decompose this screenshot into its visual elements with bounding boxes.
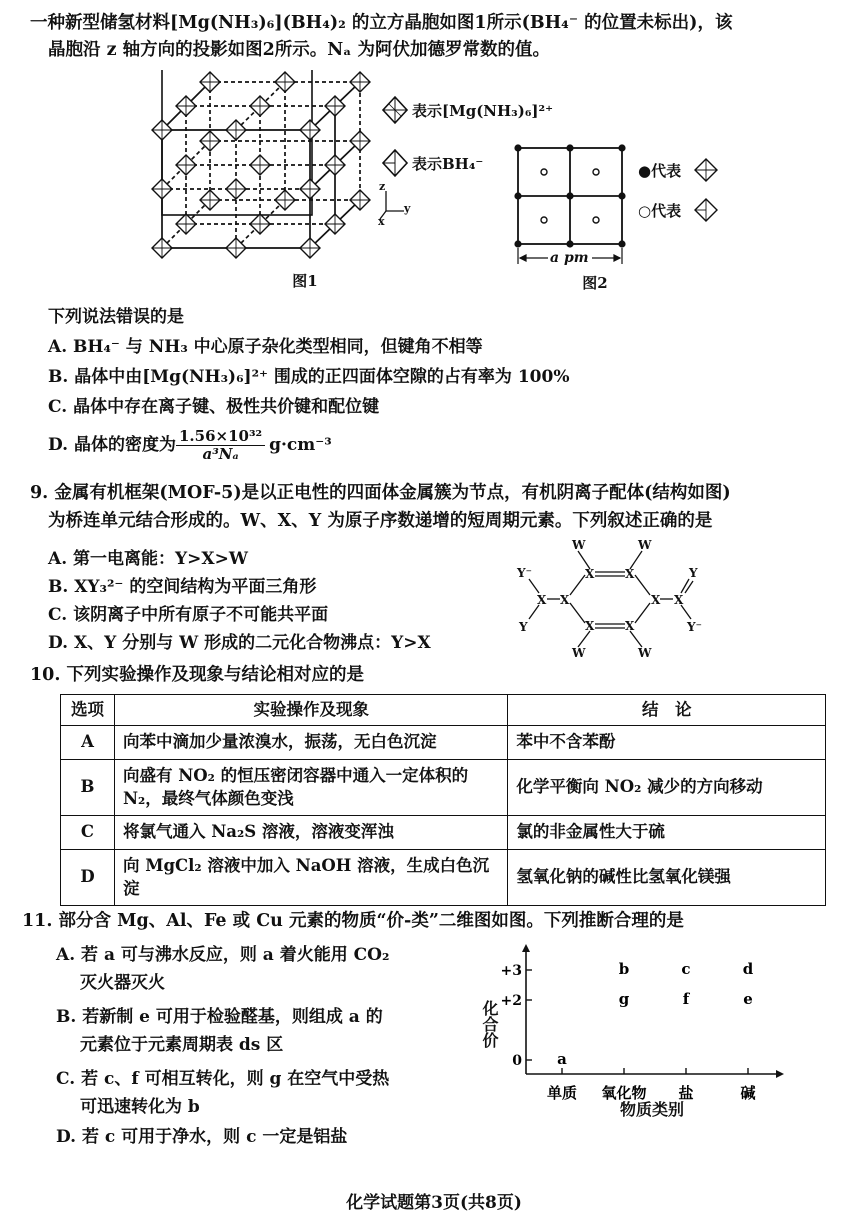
table-cell: 氯的非金属性大于硫 xyxy=(508,815,826,849)
table-cell: B xyxy=(61,759,115,815)
chart-y-tick-label: 0 xyxy=(512,1053,522,1069)
table-header-row xyxy=(61,695,826,726)
table-cell: 化学平衡向 NO₂ 减少的方向移动 xyxy=(508,759,826,815)
struct-x2: X xyxy=(625,567,635,581)
legend-bh4-label: 表示BH₄⁻ xyxy=(412,155,484,173)
fig1-caption: 图1 xyxy=(292,272,318,290)
q8-stem-line2: 晶胞沿 z 轴方向的投影如图2所示。Nₐ 为阿伏加德罗常数的值。 xyxy=(48,40,551,60)
axis-x-label: x xyxy=(378,215,385,228)
q8-option-d xyxy=(48,428,332,462)
table-cell: D xyxy=(61,849,115,905)
chart-y-arrow-icon xyxy=(522,944,530,952)
chart-point-label: a xyxy=(557,1050,567,1068)
q9-option-a: A. 第一电离能：Y>X>W xyxy=(48,549,248,569)
table-row xyxy=(61,725,826,759)
table-header: 实验操作及现象 xyxy=(114,695,507,726)
chart-point-label: b xyxy=(618,960,630,978)
axis-y-label: y xyxy=(404,202,411,215)
struct-x-right: X xyxy=(674,593,684,607)
axis-z-label: z xyxy=(379,180,386,193)
struct-ym-top-left: Y⁻ xyxy=(517,566,532,580)
q9-option-b: B. XY₃²⁻ 的空间结构为平面三角形 xyxy=(48,577,317,597)
fig2-legend-octahedron-icon xyxy=(693,157,719,183)
legend-bh4-tetrahedron-icon xyxy=(380,148,410,178)
table-row xyxy=(61,815,826,849)
q11-option-c-line2: 可迅速转化为 b xyxy=(80,1097,200,1117)
table-cell: C xyxy=(61,815,115,849)
density-numerator: 1.56×10³² xyxy=(176,428,265,446)
struct-y-top-right: Y xyxy=(689,566,698,580)
struct-w-top-left: W xyxy=(572,538,586,552)
chart-x-tick-label: 碱 xyxy=(740,1084,756,1102)
q11-option-b-line1: B. 若新制 e 可用于检验醛基，则组成 a 的 xyxy=(56,1007,383,1027)
q9-option-c: C. 该阴离子中所有原子不可能共平面 xyxy=(48,605,329,625)
struct-y-bottom-left: Y xyxy=(519,620,528,634)
chart-x-arrow-icon xyxy=(776,1070,784,1078)
table-row xyxy=(61,849,826,905)
fig2-dim-label: a pm xyxy=(550,250,589,266)
fig2-legend-filled: ●代表 xyxy=(638,162,682,180)
chart-x-label: 物质类别 xyxy=(620,1100,685,1119)
chart-y-tick-label: +3 xyxy=(500,963,522,979)
chart-y-label: 化合价 xyxy=(480,1000,499,1048)
q11-stem: 11. 部分含 Mg、Al、Fe 或 Cu 元素的物质“价-类”二维图如图。下列推断合理的是 xyxy=(22,911,684,931)
density-fraction xyxy=(176,428,265,462)
q9-anion-structure xyxy=(515,535,715,660)
octahedron-icon xyxy=(250,155,270,175)
legend-mg-label: 表示[Mg(NH₃)₆]²⁺ xyxy=(412,102,553,120)
chart-point-label: f xyxy=(682,990,690,1008)
density-unit: g·cm⁻³ xyxy=(269,434,332,455)
q9-option-d: D. X、Y 分别与 W 形成的二元化合物沸点：Y>X xyxy=(48,633,431,653)
chart-y-tick-label: +2 xyxy=(500,993,522,1009)
chart-point-label: d xyxy=(742,960,754,978)
chart-x-tick-label: 盐 xyxy=(678,1084,694,1102)
table-cell: A xyxy=(61,725,115,759)
q9-stem-line1: 9. 金属有机框架(MOF-5)是以正电性的四面体金属簇为节点，有机阴离子配体(结构如图) xyxy=(30,483,731,503)
q8-option-c: C. 晶体中存在离子键、极性共价键和配位键 xyxy=(48,397,380,417)
table-header: 结 论 xyxy=(508,695,826,726)
struct-w-top-right: W xyxy=(638,538,652,552)
figure-1-cube xyxy=(150,70,385,280)
struct-x4: X xyxy=(651,593,661,607)
table-header: 选项 xyxy=(61,695,115,726)
struct-x5: X xyxy=(585,619,595,633)
q10-stem: 10. 下列实验操作及现象与结论相对应的是 xyxy=(30,665,365,685)
chart-point-label: c xyxy=(681,960,691,978)
table-row xyxy=(61,759,826,815)
chart-x-tick-label: 氧化物 xyxy=(601,1084,647,1102)
q9-stem-line2: 为桥连单元结合形成的。W、X、Y 为原子序数递增的短周期元素。下列叙述正确的是 xyxy=(48,511,713,531)
legend-mg-octahedron-icon xyxy=(380,95,410,125)
q10-table xyxy=(60,694,826,906)
q8-question: 下列说法错误的是 xyxy=(48,307,184,327)
q11-option-b-line2: 元素位于元素周期表 ds 区 xyxy=(80,1035,284,1055)
q8-option-b: B. 晶体中由[Mg(NH₃)₆]²⁺ 围成的正四面体空隙的占有率为 100% xyxy=(48,367,570,387)
struct-w-bottom-left: W xyxy=(572,646,586,660)
struct-ym-bottom-right: Y⁻ xyxy=(687,620,702,634)
q11-option-d: D. 若 c 可用于净水，则 c 一定是铝盐 xyxy=(56,1127,348,1147)
page-footer: 化学试题第3页(共8页) xyxy=(346,1193,522,1213)
fig2-caption: 图2 xyxy=(582,274,608,292)
struct-w-bottom-right: W xyxy=(638,646,652,660)
table-cell: 氢氧化钠的碱性比氢氧化镁强 xyxy=(508,849,826,905)
q11-option-a-line1: A. 若 a 可与沸水反应，则 a 着火能用 CO₂ xyxy=(56,945,390,965)
struct-x3: X xyxy=(560,593,570,607)
table-cell: 将氯气通入 Na₂S 溶液，溶液变浑浊 xyxy=(114,815,507,849)
q8-option-d-prefix: D. 晶体的密度为 xyxy=(48,434,176,455)
fig2-legend-tetrahedron-icon xyxy=(693,197,719,223)
chart-point-label: e xyxy=(743,990,753,1008)
density-denominator: a³Nₐ xyxy=(202,444,239,463)
struct-x1: X xyxy=(585,567,595,581)
octahedron-icon xyxy=(226,179,246,199)
octahedra-group xyxy=(152,72,370,258)
q8-option-a: A. BH₄⁻ 与 NH₃ 中心原子杂化类型相同，但键角不相等 xyxy=(48,337,483,357)
table-cell: 向 MgCl₂ 溶液中加入 NaOH 溶液，生成白色沉淀 xyxy=(114,849,507,905)
q8-stem-line1: 一种新型储氢材料[Mg(NH₃)₆](BH₄)₂ 的立方晶胞如图1所示(BH₄⁻ 的位置未标出)，该 xyxy=(30,13,733,33)
q11-option-c-line1: C. 若 c、f 可相互转化，则 g 在空气中受热 xyxy=(56,1069,390,1089)
fig2-legend-open: ○代表 xyxy=(638,202,682,220)
chart-point-label: g xyxy=(618,990,630,1008)
struct-x-left: X xyxy=(537,593,547,607)
q11-option-a-line2: 灭火器灭火 xyxy=(80,973,165,993)
table-cell: 苯中不含苯酚 xyxy=(508,725,826,759)
table-cell: 向盛有 NO₂ 的恒压密闭容器中通入一定体积的 N₂，最终气体颜色变浅 xyxy=(114,759,507,815)
chart-x-tick-label: 单质 xyxy=(546,1084,578,1102)
struct-x6: X xyxy=(625,619,635,633)
table-cell: 向苯中滴加少量浓溴水，振荡，无白色沉淀 xyxy=(114,725,507,759)
